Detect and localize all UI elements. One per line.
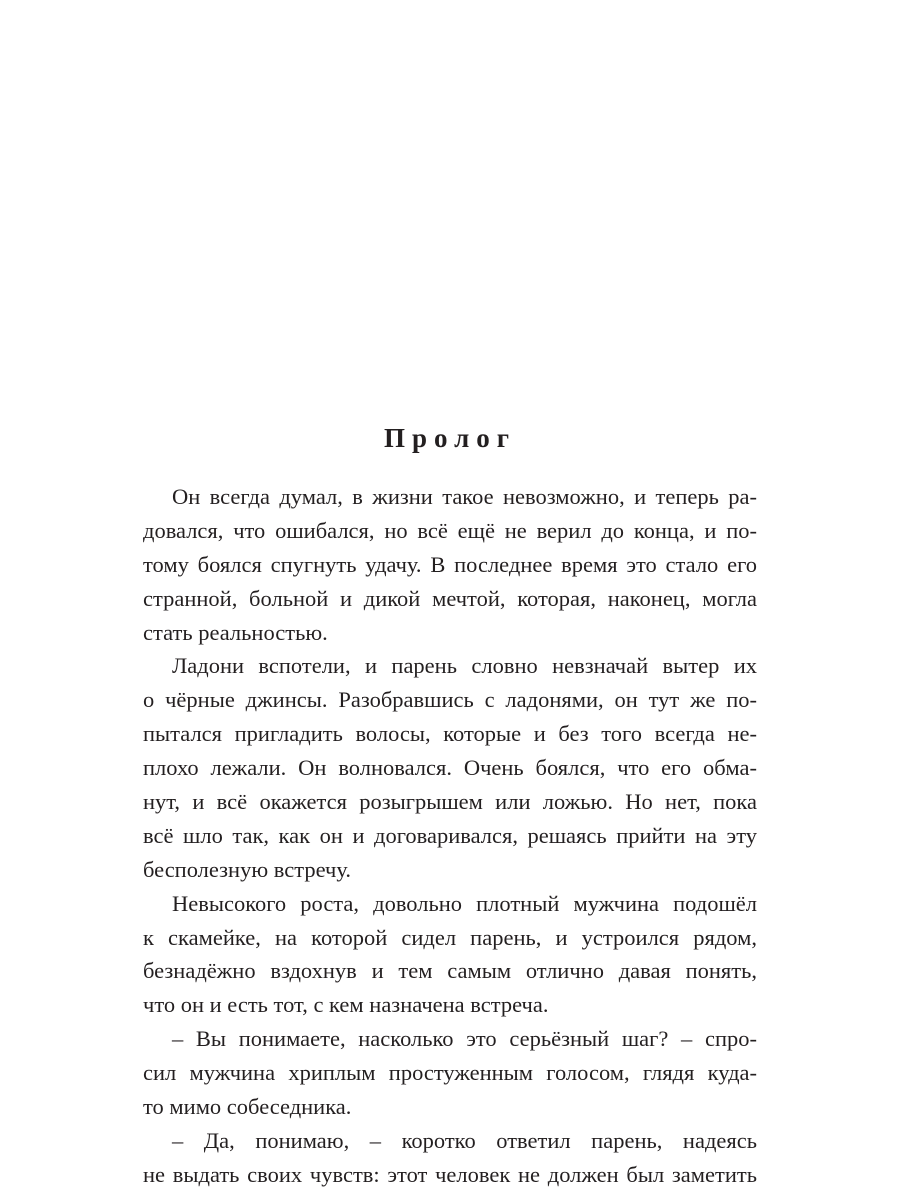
chapter-title: Пролог [383, 423, 517, 453]
text-line: странной, больной и дикой мечтой, которая, наконец, могла [143, 585, 757, 611]
text-line: безнадёжно вздохнув и тем самым отлично давая понять, [143, 958, 757, 984]
text-line: довался, что ошибался, но всё ещё не верил до конца, и по- [143, 517, 757, 543]
text-line: сил мужчина хриплым простуженным голосом, глядя куда- [143, 1060, 757, 1086]
text-line: то мимо собеседника. [143, 1094, 352, 1120]
text-line: о чёрные джинсы. Разобравшись с ладонями, он тут же по- [143, 687, 757, 713]
text-line: – Вы понимаете, насколько это серьёзный шаг? – спро- [172, 1026, 757, 1052]
body-text [143, 480, 757, 1192]
text-line: к скамейке, на которой сидел парень, и устроился рядом, [143, 924, 757, 950]
text-line: Невысокого роста, довольно плотный мужчина подошёл [172, 890, 757, 916]
text-line: Он всегда думал, в жизни такое невозможно, и теперь ра- [172, 484, 757, 509]
text-line: что он и есть тот, с кем назначена встреча. [143, 992, 549, 1018]
text-line: бесполезную встречу. [143, 856, 351, 882]
text-line: плохо лежали. Он волновался. Очень боялся, что его обма- [143, 755, 757, 781]
text-line: всё шло так, как он и договаривался, решаясь прийти на эту [143, 822, 757, 848]
text-line: стать реальностью. [143, 619, 328, 645]
text-line: тому боялся спугнуть удачу. В последнее время это стало его [143, 551, 757, 577]
text-line: не выдать своих чувств: этот человек не должен был заметить [143, 1161, 757, 1187]
text-line: пытался пригладить волосы, которые и без того всегда не- [143, 721, 757, 747]
text-line: нут, и всё окажется розыгрышем или ложью. Но нет, пока [143, 789, 757, 815]
text-line: Ладони вспотели, и парень словно невзначай вытер их [172, 653, 757, 679]
text-line: – Да, понимаю, – коротко ответил парень, надеясь [172, 1127, 757, 1153]
